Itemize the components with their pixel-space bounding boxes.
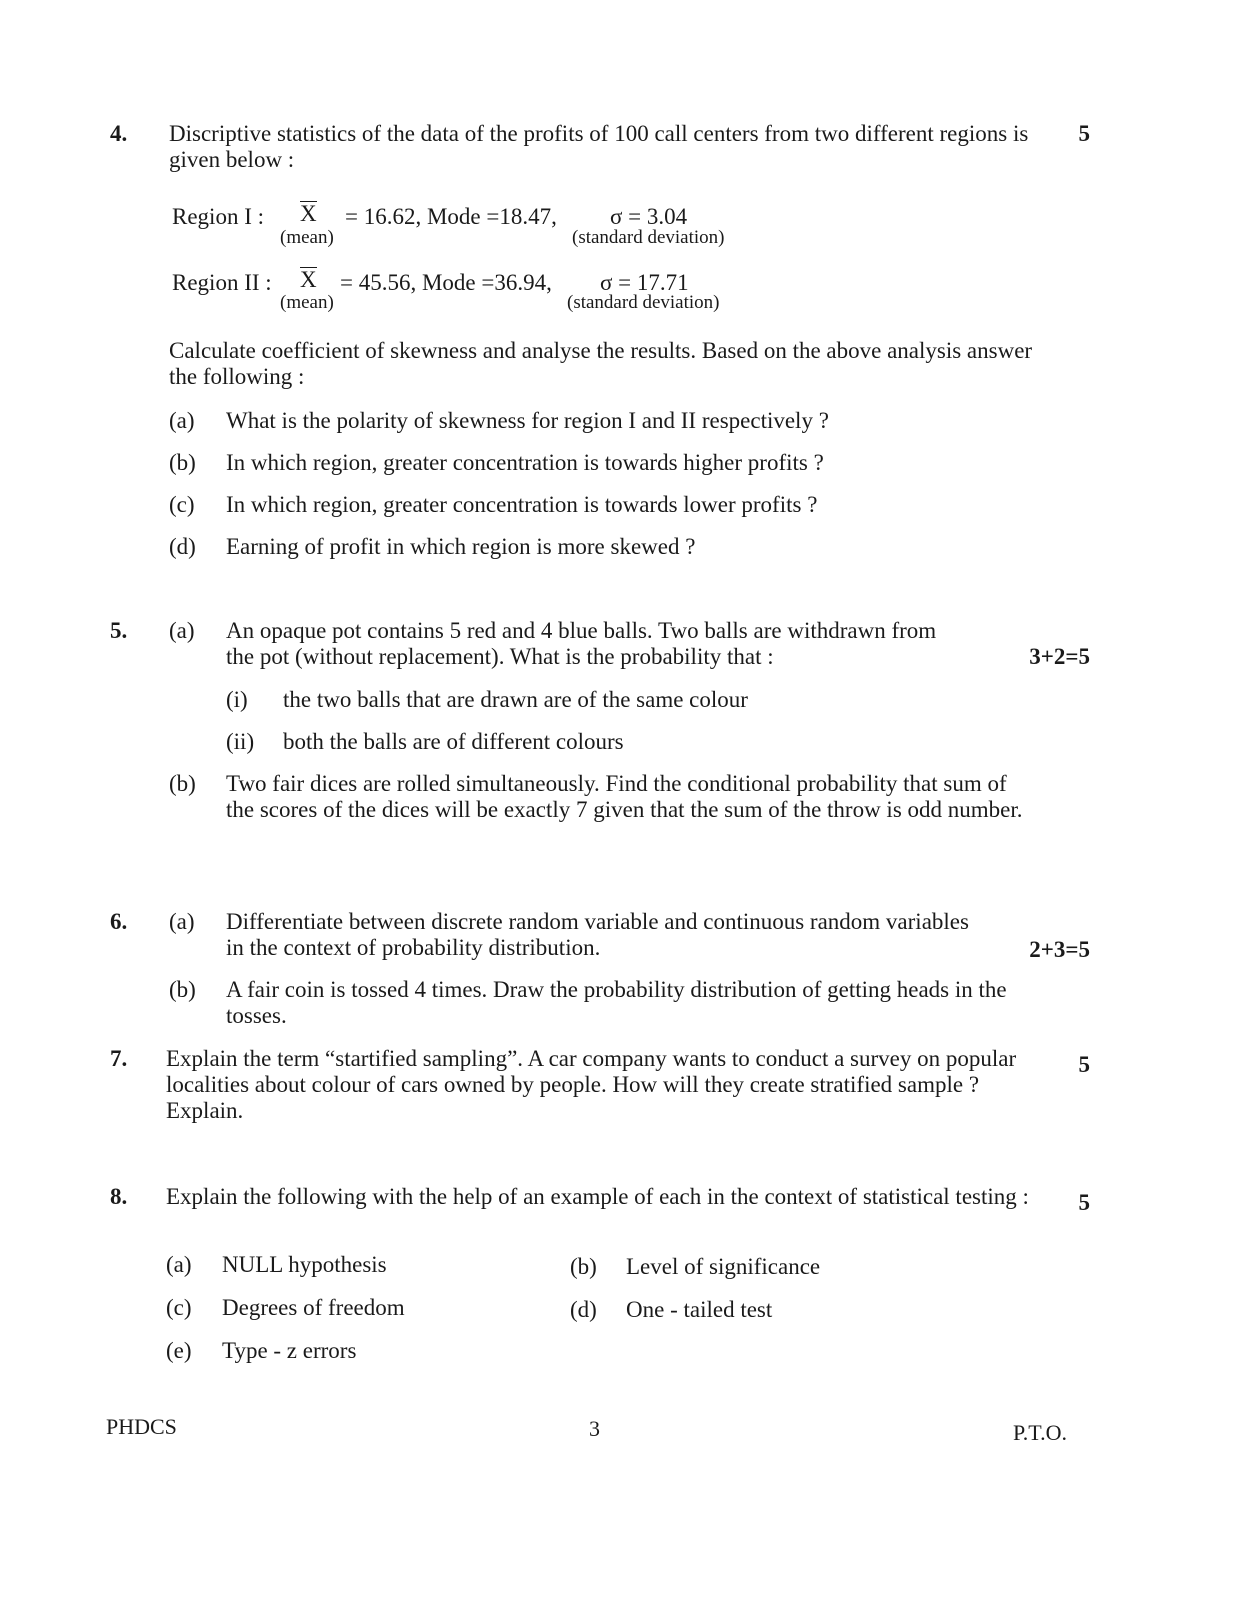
part-text: In which region, greater concentration is towards higher profits ? <box>226 450 824 475</box>
item-label: (d) <box>570 1297 597 1322</box>
part-text: In which region, greater concentration is towards lower profits ? <box>226 492 818 517</box>
subpart-text: the two balls that are drawn are of the same colour <box>283 687 748 712</box>
part-text-line: Differentiate between discrete random variable and continuous random variables <box>226 909 969 934</box>
part-label: (b) <box>169 977 196 1002</box>
paper-code: PHDCS <box>106 1414 177 1439</box>
question-marks: 5 <box>1078 1190 1090 1215</box>
part-text: What is the polarity of skewness for region I and II respectively ? <box>226 408 829 433</box>
region-label: Region II : <box>172 270 272 295</box>
part-text: Two fair dices are rolled simultaneously. Find the conditional probability that sum of the scores of the dices will be exactly 7 given that the sum of the throw is odd number. <box>226 771 1023 822</box>
mean-note: (mean) <box>280 292 334 313</box>
item-label: (e) <box>166 1338 192 1363</box>
question-marks: 5 <box>1078 121 1090 146</box>
part-label: (c) <box>169 492 195 517</box>
region-label: Region I : <box>172 204 264 229</box>
part-text-line: in the context of probability distribution. <box>226 935 601 960</box>
part-text: A fair coin is tossed 4 times. Draw the probability distribution of getting heads in the tosses. <box>226 977 1007 1028</box>
question-number: 4. <box>110 121 128 146</box>
page-number: 3 <box>589 1416 600 1441</box>
mean-mode-values: = 16.62, Mode =18.47, <box>345 204 557 229</box>
part-label: (d) <box>169 534 196 559</box>
item-text: Level of significance <box>626 1254 821 1279</box>
part-label: (a) <box>169 909 195 934</box>
question-marks: 5 <box>1078 1052 1090 1077</box>
subpart-label: (i) <box>226 687 248 712</box>
question-marks: 2+3=5 <box>1029 937 1090 962</box>
question-number: 7. <box>110 1046 128 1071</box>
question-intro: Discriptive statistics of the data of the profits of 100 call centers from two different regions is given below : <box>169 121 1029 172</box>
please-turn-over: P.T.O. <box>1013 1420 1067 1445</box>
sigma-value: σ = 17.71 <box>600 270 689 295</box>
mean-symbol: X <box>300 201 317 226</box>
item-text: One - tailed test <box>626 1297 773 1322</box>
mean-symbol: X <box>300 267 317 292</box>
question-number: 5. <box>110 618 128 643</box>
part-label: (b) <box>169 450 196 475</box>
question-marks: 3+2=5 <box>1029 644 1090 669</box>
sd-note: (standard deviation) <box>572 227 725 248</box>
item-text: Type - z errors <box>222 1338 357 1363</box>
part-label: (a) <box>169 408 195 433</box>
subpart-label: (ii) <box>226 729 255 754</box>
mean-note: (mean) <box>280 227 334 248</box>
part-text-line: An opaque pot contains 5 red and 4 blue balls. Two balls are withdrawn from <box>226 618 937 643</box>
part-text-line: the pot (without replacement). What is the probability that : <box>226 644 774 669</box>
item-text: Degrees of freedom <box>222 1295 405 1320</box>
question-number: 6. <box>110 909 128 934</box>
part-label: (b) <box>169 771 196 796</box>
mean-mode-values: = 45.56, Mode =36.94, <box>340 270 552 295</box>
item-label: (a) <box>166 1252 192 1277</box>
part-label: (a) <box>169 618 195 643</box>
item-label: (c) <box>166 1295 192 1320</box>
part-text: Earning of profit in which region is more skewed ? <box>226 534 696 559</box>
question-text: Explain the term “startified sampling”. A car company wants to conduct a survey on popular localities about colour of cars owned by people. How will they create stratified sample ? Explain. <box>166 1046 1017 1123</box>
item-label: (b) <box>570 1254 597 1279</box>
instruction-text: Calculate coefficient of skewness and analyse the results. Based on the above analysis answer the following : <box>169 338 1033 389</box>
sigma-value: σ = 3.04 <box>610 204 688 229</box>
item-text: NULL hypothesis <box>222 1252 387 1277</box>
subpart-text: both the balls are of different colours <box>283 729 624 754</box>
question-number: 8. <box>110 1184 128 1209</box>
sd-note: (standard deviation) <box>567 292 720 313</box>
question-intro: Explain the following with the help of an example of each in the context of statistical testing : <box>166 1184 1029 1209</box>
